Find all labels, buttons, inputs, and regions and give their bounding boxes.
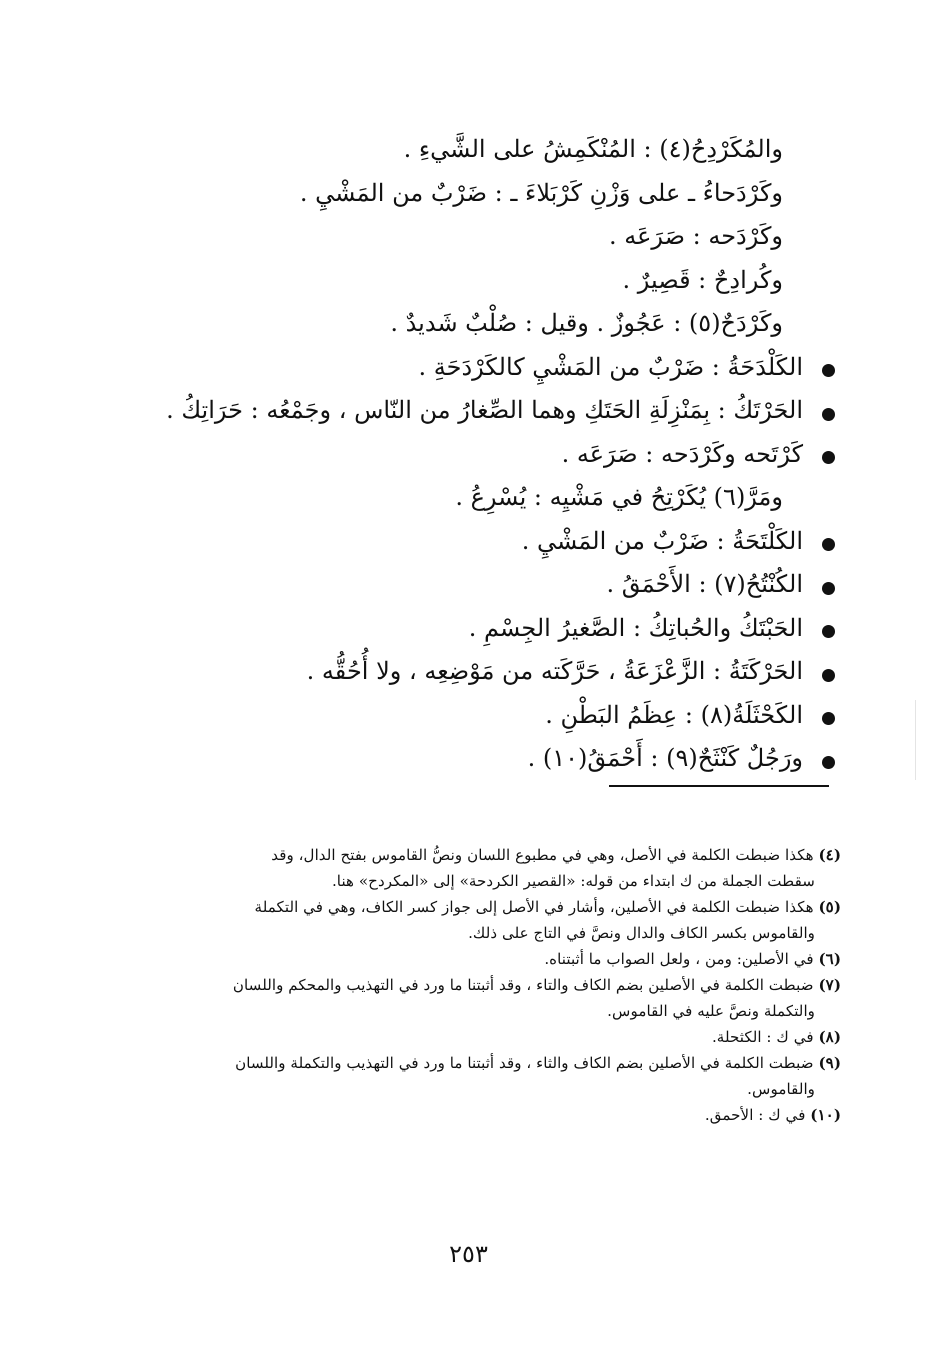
footnote-continuation: والتكملة ونصَّ عليه في القاموس. <box>607 1002 815 1020</box>
bullet-icon <box>822 756 835 769</box>
footnote-number: (٩) <box>818 1054 841 1072</box>
entry-line <box>137 520 837 564</box>
footnote-text: في ك : الأحمق. <box>704 1106 806 1124</box>
entry-text: والمُكَرْدِحُ(٤) : المُنْكَمِشُ على الشَّيءِ . <box>403 135 783 163</box>
page-number: ٢٥٣ <box>449 1240 488 1268</box>
entry-line <box>137 737 837 781</box>
footnote <box>105 1024 841 1050</box>
footnote-number: (٥) <box>818 898 841 916</box>
entry-line <box>137 346 837 390</box>
footnote-number: (٨) <box>818 1028 841 1046</box>
entry-line <box>137 215 837 259</box>
footnote <box>105 894 841 946</box>
footnote-text: في ك : الكثحلة. <box>711 1028 814 1046</box>
footnote-text: هكذا ضبطت الكلمة في الأصلين، وأشار في الأصل إلى جواز كسر الكاف، وهي في التكملة <box>254 898 814 916</box>
footnote-continuation: والقاموس. <box>747 1080 815 1098</box>
entry-text: الكَلْدَحَةُ : ضَرْبٌ من المَشْيِ كالكَرْدَحَةِ . <box>418 352 803 381</box>
footnote-divider <box>609 785 829 787</box>
entry-text: الحَبْتَكُ والحُباتِكُ : الصَّغيرُ الجِسْمِ . <box>468 613 803 642</box>
entry-line <box>137 433 837 477</box>
bullet-icon <box>822 712 835 725</box>
entry-text: الكَحْثَلَةُ(٨) : عِظَمُ البَطْنِ . <box>545 700 803 729</box>
entry-text: الكُنْتُحُ(٧) : الأَحْمَقُ . <box>606 570 803 598</box>
entry-text: الكَلْتَحَةُ : ضَرْبٌ من المَشْيِ . <box>521 526 803 555</box>
entry-text: ومَرَّ(٦) يُكَرْتِحُ في مَشْيِه : يُسْرِعُ . <box>455 483 783 511</box>
footnote-continuation: والقاموس بكسر الكاف والدال ونصَّ في التاج على ذلك. <box>468 924 815 942</box>
entry-line <box>137 302 837 346</box>
entry-line <box>137 607 837 651</box>
footnote-number: (٧) <box>818 976 841 994</box>
footnote-text: في الأصلين: ومن ، ولعل الصواب ما أثبتناه. <box>544 950 814 968</box>
bullet-icon <box>822 364 835 377</box>
entry-text: وكَرْدَحٌ(٥) : عَجُوزٌ . وقيل : صُلْبٌ شَديدٌ . <box>390 309 783 337</box>
entry-line <box>137 128 837 172</box>
bullet-icon <box>822 451 835 464</box>
footnote <box>105 1050 841 1102</box>
footnotes <box>105 842 841 1128</box>
entry-text: وكُرادِحٌ : قَصِيرٌ . <box>622 265 783 294</box>
entry-line <box>137 650 837 694</box>
entry-text: الحَرْكَتَةُ : الزَّعْزَعَةُ ، حَرَّكَته من مَوْضِعِه ، ولا أُحُقُّه . <box>306 657 803 685</box>
footnote <box>105 1102 841 1128</box>
bullet-icon <box>822 408 835 421</box>
footnote <box>105 842 841 894</box>
entry-line <box>137 694 837 738</box>
entry-text: كَرْتَحه وكَرْدَحه : صَرَعَه . <box>561 439 803 468</box>
main-text <box>137 128 837 781</box>
bullet-icon <box>822 625 835 638</box>
entry-line <box>137 259 837 303</box>
entry-text: ورَجُلٌ كَنْثَحٌ(٩) : أَحْمَقُ(١٠) . <box>527 744 803 772</box>
entry-text: الحَرْتَكُ : بِمَنْزِلَةِ الحَتَكِ وهما الصِّغارُ من النّاس ، وجَمْعُه : حَرَاتِكُ . <box>166 396 803 424</box>
scan-margin-line <box>915 700 916 780</box>
entry-line <box>137 476 837 520</box>
entry-line <box>137 389 837 433</box>
footnote-text: هكذا ضبطت الكلمة في الأصل، وهي في مطبوع اللسان ونصُّ القاموس بفتح الدال، وقد <box>271 846 814 864</box>
footnote-text: ضبطت الكلمة في الأصلين بضم الكاف والتاء ، وقد أثبتنا ما ورد في التهذيب والمحكم واللسان <box>232 976 814 994</box>
footnote-number: (٦) <box>818 950 841 968</box>
bullet-icon <box>822 582 835 595</box>
entry-text: وكَرْدَحه : صَرَعَه . <box>608 222 783 250</box>
footnote <box>105 946 841 972</box>
entry-line <box>137 172 837 216</box>
entry-line <box>137 563 837 607</box>
entry-text: وكَرْدَحاءُ ـ على وَزْنِ كَرْبَلاءَ ـ : ضَرْبٌ من المَشْيِ . <box>299 178 783 207</box>
bullet-icon <box>822 538 835 551</box>
footnote-number: (١٠) <box>810 1106 841 1124</box>
footnote <box>105 972 841 1024</box>
footnote-number: (٤) <box>818 846 841 864</box>
footnote-continuation: سقطت الجملة من ك ابتداء من قوله: «القصير الكردحة» إلى «المكردح» هنا. <box>331 872 815 890</box>
bullet-icon <box>822 669 835 682</box>
footnote-text: ضبطت الكلمة في الأصلين بضم الكاف والثاء ، وقد أثبتنا ما ورد في التهذيب والتكملة واللسان <box>235 1054 814 1072</box>
